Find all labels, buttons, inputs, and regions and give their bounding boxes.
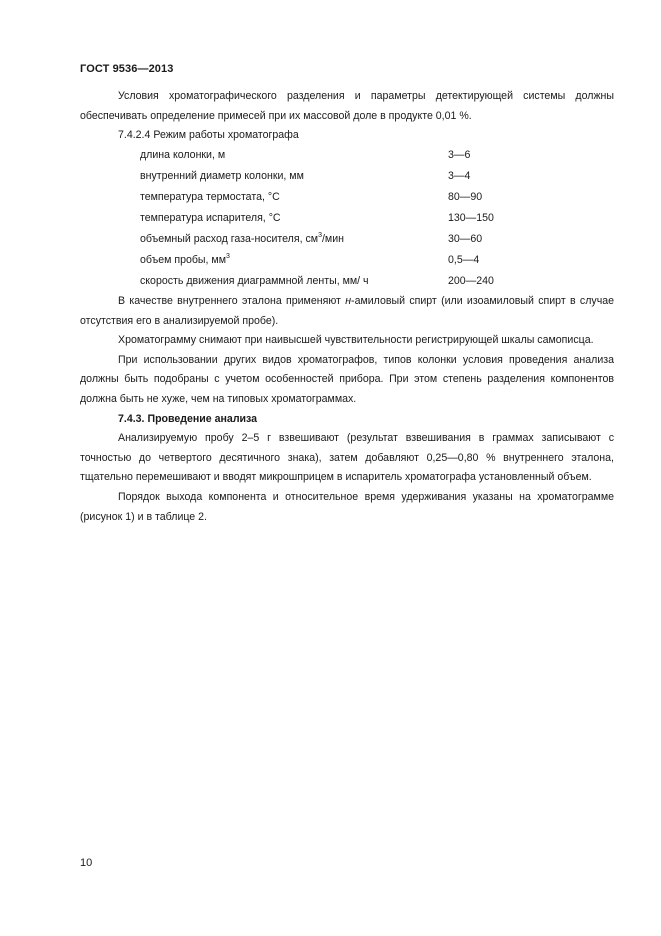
parameter-row <box>80 229 614 250</box>
paragraph-chromatogram: Хроматограмму снимают при наивысшей чувствительности регистрирующей шкалы самописца. <box>118 334 594 347</box>
document-body <box>80 87 614 527</box>
parameter-value: 3—4 <box>448 170 471 183</box>
parameter-row <box>80 208 614 229</box>
parameter-name: объем пробы, $мм^3$ <box>140 252 230 266</box>
parameter-row <box>80 188 614 209</box>
paragraph-other-types: При использовании других видов хроматографов, типов колонки условия проведения анализа должны быть подобраны с учетом особенностей прибора. При этом степень разделения компонентов должна быть не хуже, чем на типовых хроматограммах. <box>80 353 614 405</box>
paragraph-internal-standard: В качестве внутреннего эталона применяют н-амиловый спирт (или изоамиловый спирт в случае отсутствия его в анализируемой пробе). <box>80 295 614 327</box>
parameter-value: 200—240 <box>448 274 494 287</box>
parameter-value: 130—150 <box>448 212 494 225</box>
document-header: ГОСТ 9536—2013 <box>80 63 174 75</box>
parameter-row <box>80 167 614 188</box>
parameter-name: температура испарителя, °С <box>140 212 281 225</box>
parameter-value: 80—90 <box>448 191 483 204</box>
parameter-value: 3—6 <box>448 149 471 162</box>
parameter-value: 0,5—4 <box>448 253 480 266</box>
parameter-row <box>80 271 614 292</box>
parameter-name: объемный расход газа-носителя, $см^3$/мин <box>140 231 344 245</box>
parameter-name: длина колонки, м <box>140 149 226 162</box>
paragraph-procedure: Анализируемую пробу 2–5 г взвешивают (результат взвешивания в граммах записывают с точностью до четвертого десятичного знака), затем добавляют 0,25—0,80 % внутреннего эталона, тщательно перемешивают и вводят микрошприцем в испаритель хроматографа установленный объем. <box>80 432 614 484</box>
paragraph-intro: Условия хроматографического разделения и параметры детектирующей системы должны обеспечивать определение примесей при их массовой доле в продукте 0,01 %. <box>80 90 614 122</box>
parameter-name: температура термостата, °С <box>140 191 280 204</box>
paragraph-mode-heading: 7.4.2.4 Режим работы хроматографа <box>118 129 299 142</box>
paragraph-order: Порядок выхода компонента и относительное время удерживания указаны на хроматограмме (рисунок 1) и в таблице 2. <box>80 490 614 523</box>
parameter-value: 30—60 <box>448 232 483 245</box>
parameter-row <box>80 250 614 271</box>
parameter-name: скорость движения диаграммной ленты, мм/ ч <box>140 274 369 287</box>
parameter-list <box>80 146 614 292</box>
page-number: 10 <box>80 857 93 869</box>
section-heading: 7.4.3. Проведение анализа <box>118 412 258 425</box>
parameter-row <box>80 146 614 167</box>
parameter-name: внутренний диаметр колонки, мм <box>140 170 304 183</box>
